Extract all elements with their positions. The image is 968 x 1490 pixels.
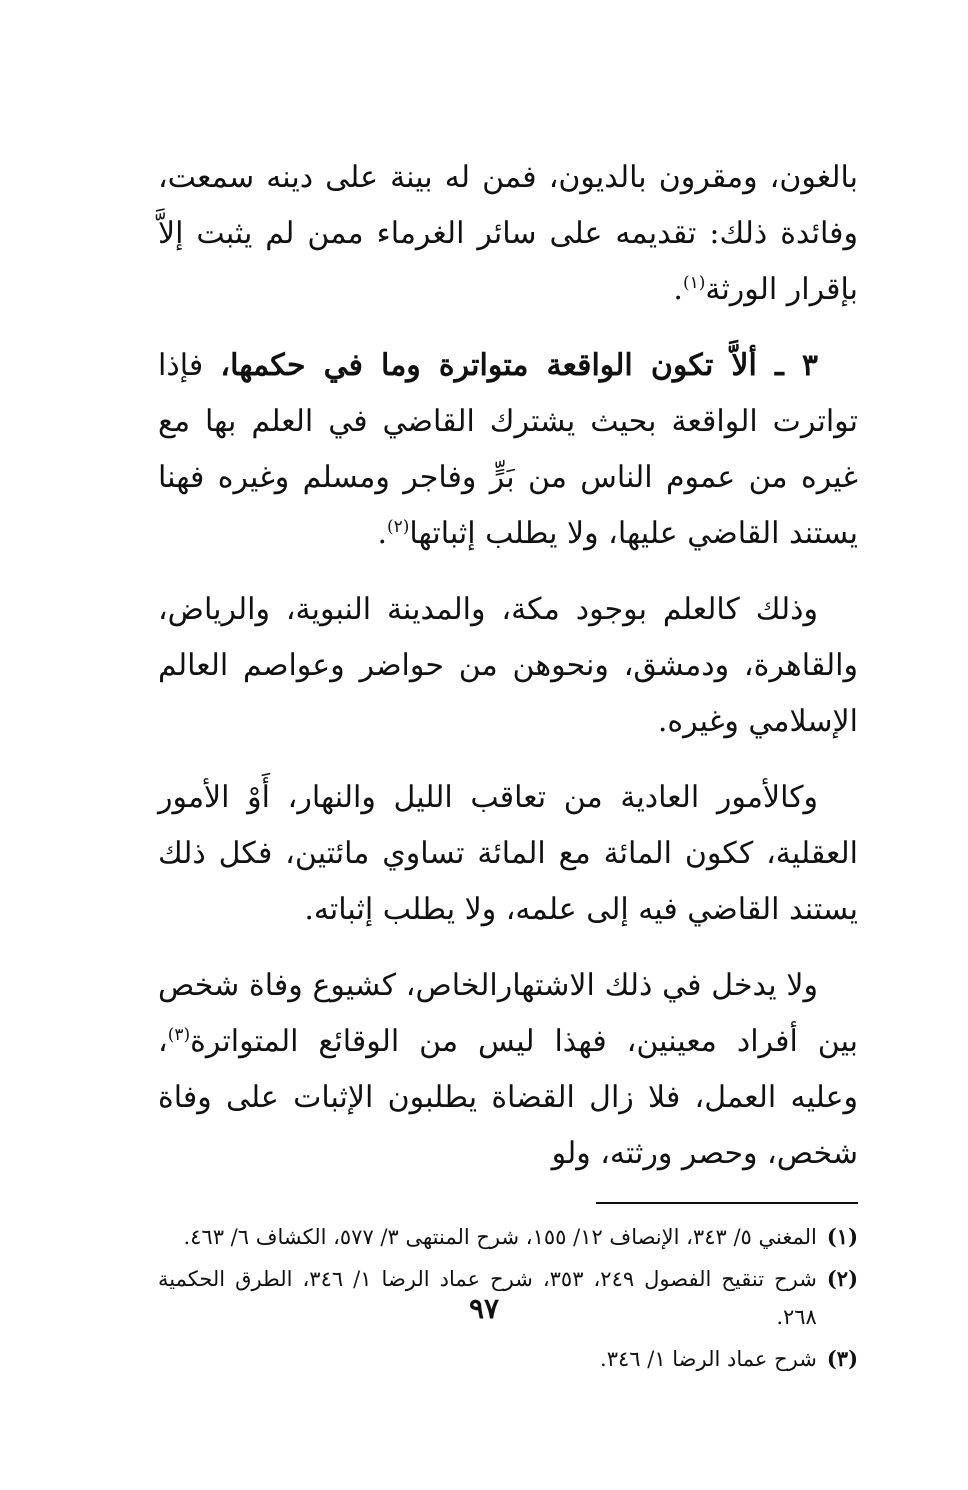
footnote-1-text: المغني ٥/ ٣٤٣، الإنصاف ١٢/ ١٥٥، شرح المنتهى ٣/ ٥٧٧، الكشاف ٦/ ٤٦٣. bbox=[183, 1225, 817, 1249]
footnote-3 bbox=[158, 1340, 858, 1378]
paragraph-2-text: فإذا تواترت الواقعة بحيث يشترك القاضي في العلم بها مع غيره من عموم الناس من بَرٍّ وفاجر ومسلم وغيره فهنا يستند القاضي عليها، ولا يطلب إثباتها bbox=[158, 348, 858, 551]
page-body bbox=[158, 150, 858, 1382]
paragraph-3-text: وذلك كالعلم بوجود مكة، والمدينة النبوية، والرياض، والقاهرة، ودمشق، ونحوهن من حواضر وعواصم العالم الإسلامي وغيره. bbox=[158, 592, 858, 739]
footnote-ref-3[interactable]: (٣) bbox=[167, 1025, 191, 1045]
footnote-1-number: (١) bbox=[826, 1224, 858, 1249]
page-number: ٩٧ bbox=[468, 1292, 500, 1325]
footnote-2-text: شرح تنقيح الفصول ٢٤٩، ٣٥٣، شرح عماد الرضا ١/ ٣٤٦، الطرق الحكمية ٢٦٨. bbox=[158, 1267, 817, 1329]
paragraph-2-lead: ٣ ـ ألاَّ تكون الواقعة متواترة وما في حكمها، bbox=[220, 348, 819, 383]
paragraph-4-text: وكالأمور العادية من تعاقب الليل والنهار، أَوْ الأمور العقلية، ككون المائة مع المائة تساوي مائتين، فكل ذلك يستند القاضي فيه إلى علمه، ولا يطلب إثباته. bbox=[158, 780, 858, 927]
paragraph-1-tail: . bbox=[673, 272, 683, 307]
paragraph-3 bbox=[158, 582, 858, 750]
paragraph-1 bbox=[158, 150, 858, 318]
footnote-ref-2[interactable]: (٢) bbox=[386, 517, 410, 537]
paragraph-4 bbox=[158, 770, 858, 938]
footnote-3-text: شرح عماد الرضا ١/ ٣٤٦. bbox=[600, 1347, 817, 1371]
paragraph-5-tail: ، وعليه العمل، فلا زال القضاة يطلبون الإثبات على وفاة شخص، وحصر ورثته، ولو bbox=[158, 1024, 858, 1171]
footnote-ref-1[interactable]: (١) bbox=[682, 273, 706, 293]
paragraph-1-text: بالغون، ومقرون بالديون، فمن له بينة على دينه سمعت، وفائدة ذلك: تقديمه على سائر الغرماء ممن لم يثبت إلاَّ بإقرار الورثة bbox=[158, 160, 858, 307]
footnote-separator bbox=[596, 1202, 858, 1204]
paragraph-5 bbox=[158, 958, 858, 1182]
paragraph-2-tail: . bbox=[377, 516, 387, 551]
paragraph-2 bbox=[158, 338, 858, 562]
footnote-1 bbox=[158, 1218, 858, 1256]
footnote-3-number: (٣) bbox=[826, 1346, 858, 1371]
footnote-2-number: (٢) bbox=[826, 1266, 858, 1291]
paragraph-5-text: ولا يدخل في ذلك الاشتهارالخاص، كشيوع وفاة شخص بين أفراد معينين، فهذا ليس من الوقائع المتواترة bbox=[158, 968, 858, 1059]
